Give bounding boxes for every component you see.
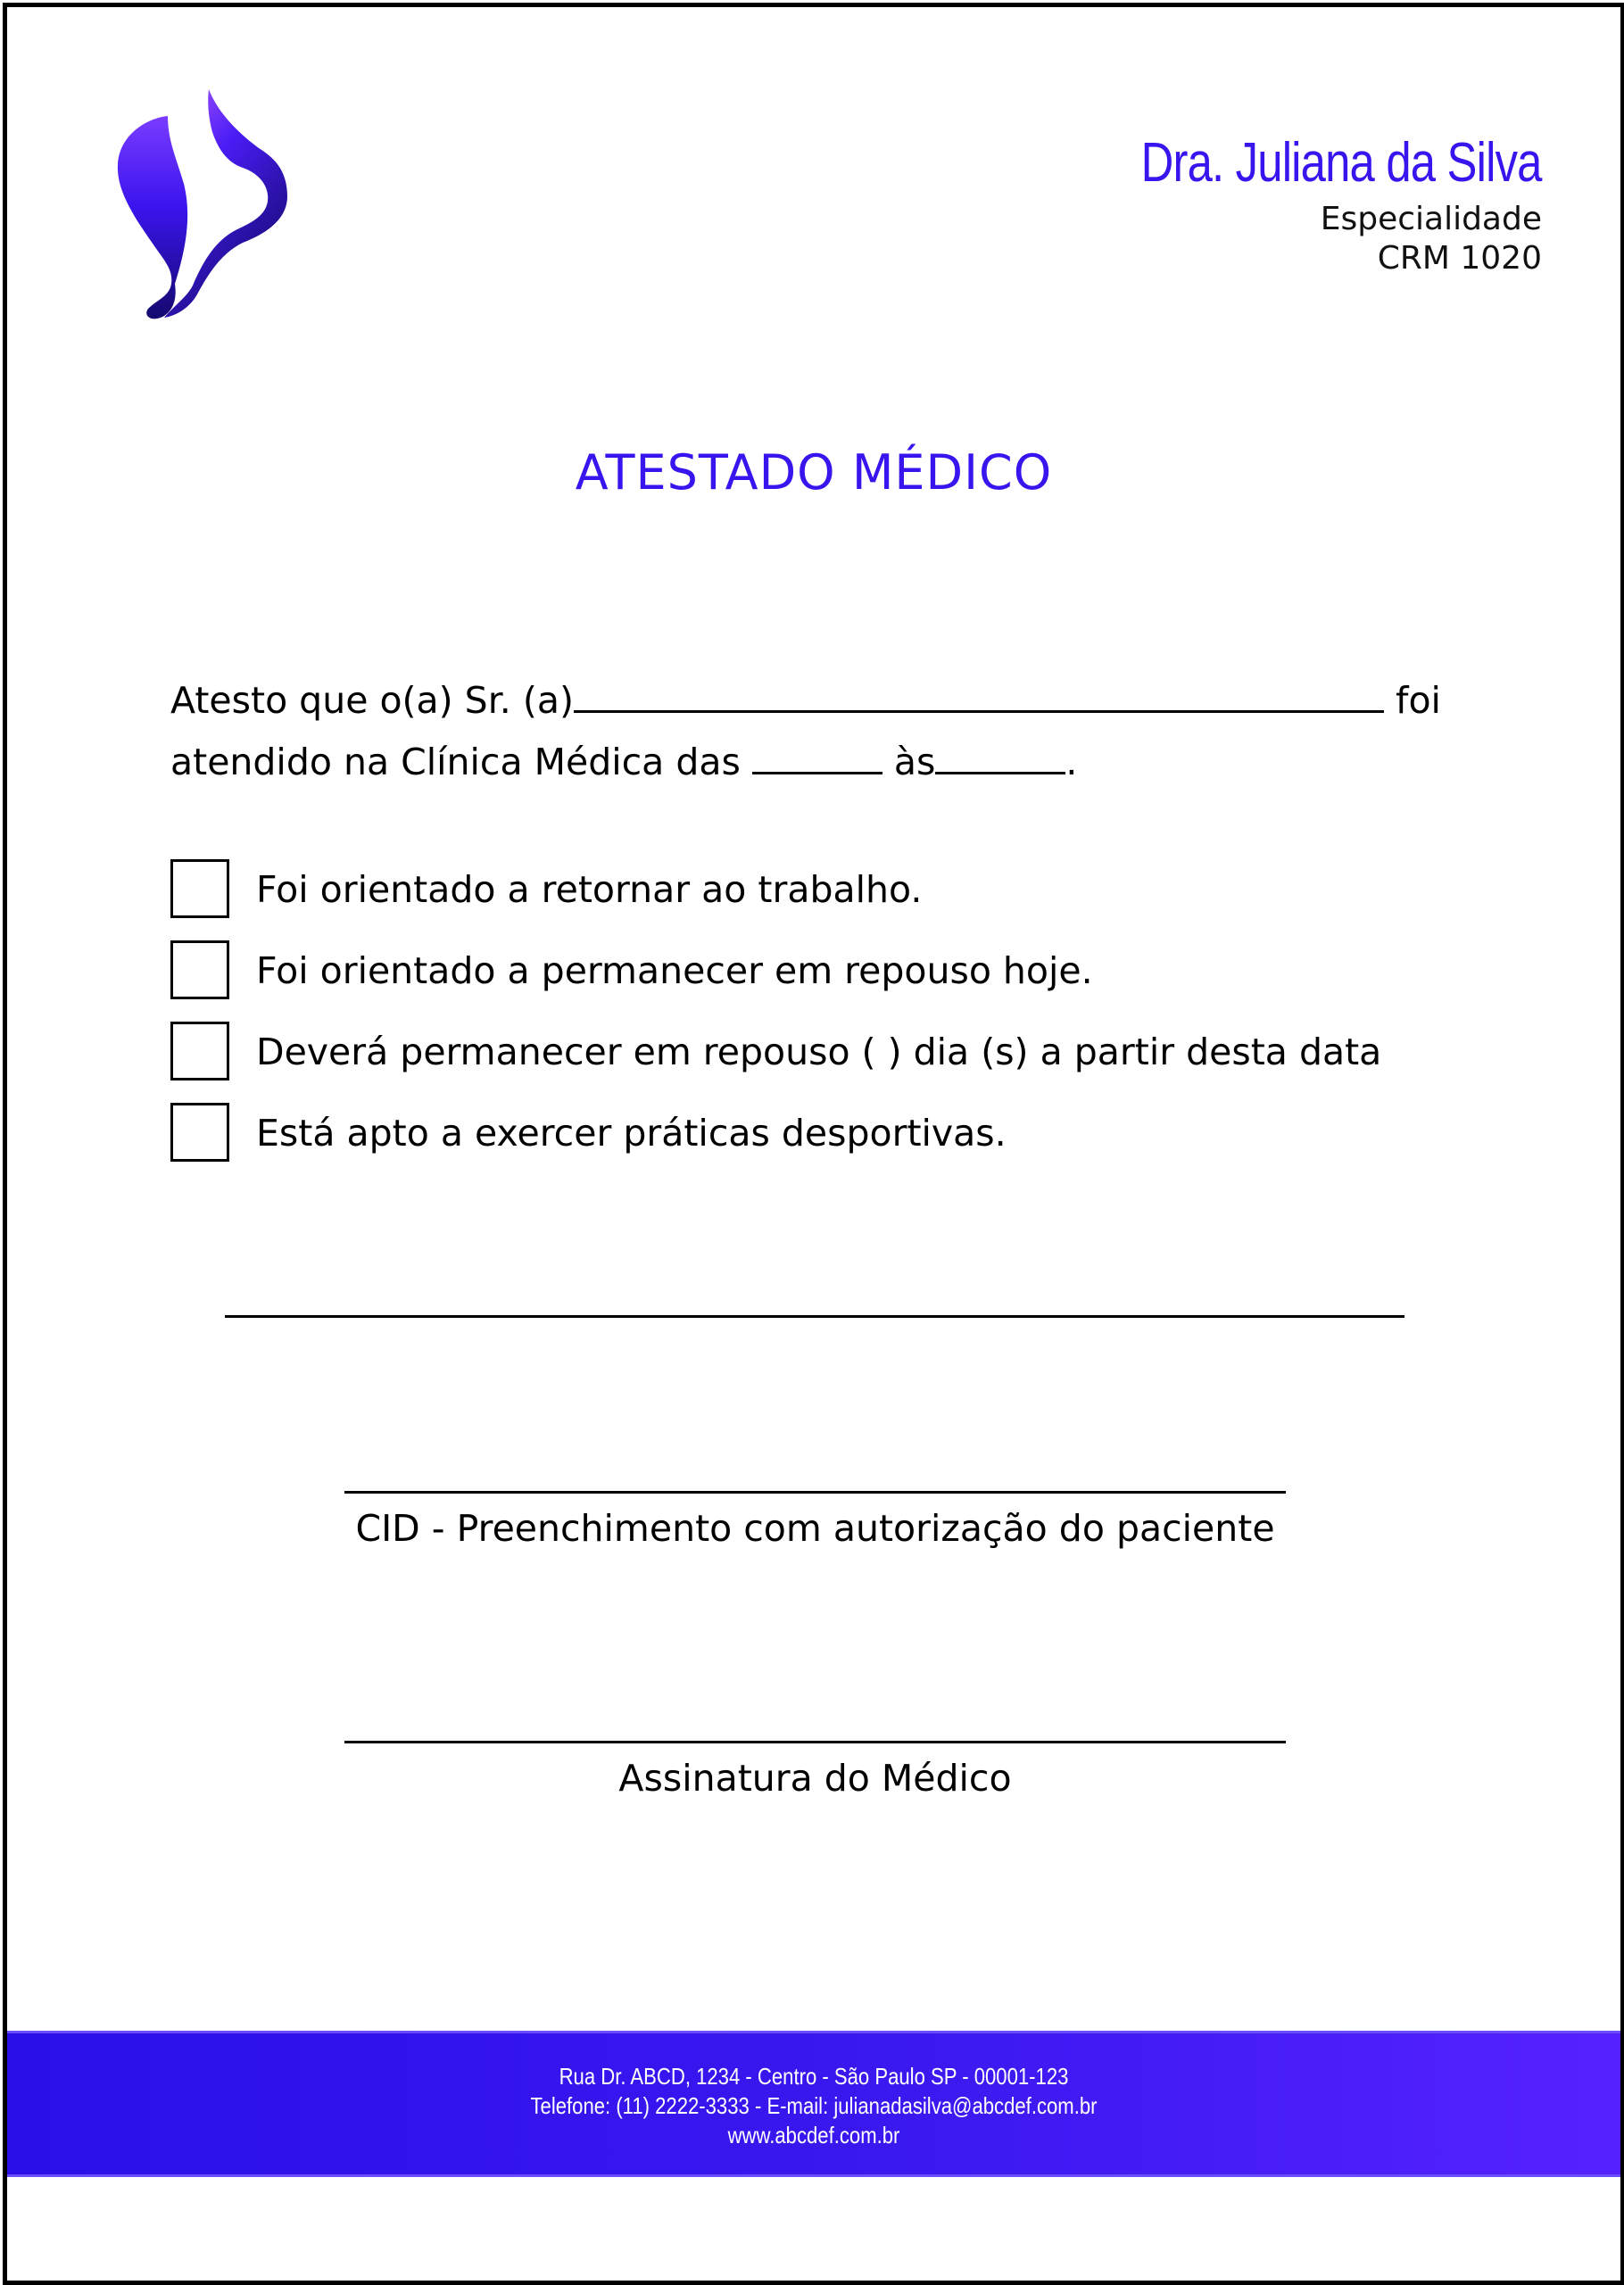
attend-prefix: atendido na Clínica Médica das [170,741,752,783]
attestation-line-1 [170,667,1473,729]
foot-logo-icon [112,86,318,335]
cid-line[interactable] [344,1491,1286,1494]
footer-website: www.abcdef.com.br [727,2122,900,2148]
option-label: Foi orientado a permanecer em repouso hoje. [256,949,1093,992]
document-page [3,3,1624,2285]
cid-label: CID - Preenchimento com autorização do paciente [355,1507,1275,1550]
footer-contact: Telefone: (11) 2222-3333 - E-mail: julianadasilva@abcdef.com.br [530,2092,1098,2119]
end-time-field[interactable] [935,729,1065,774]
attestation-text [170,667,1473,791]
checkbox[interactable] [170,1022,229,1080]
doctor-specialty: Especialidade [1320,201,1542,237]
attest-suffix: foi [1383,679,1441,722]
checkbox[interactable] [170,859,229,918]
attend-suffix: . [1065,741,1078,783]
checkbox[interactable] [170,1103,229,1162]
page-title: ATESTADO MÉDICO [575,444,1053,501]
patient-name-field[interactable] [574,667,1384,713]
footer-bar [7,2031,1620,2177]
checkbox[interactable] [170,940,229,999]
attest-prefix: Atesto que o(a) Sr. (a) [170,679,574,722]
attestation-line-2 [170,729,1473,791]
signature-line[interactable] [344,1741,1286,1743]
footer-address: Rua Dr. ABCD, 1234 - Centro - São Paulo SP - 00001-123 [559,2063,1069,2090]
doctor-name: Dra. Juliana da Silva [1140,132,1542,194]
option-label: Foi orientado a retornar ao trabalho. [256,868,923,911]
attend-middle: às [882,741,936,783]
start-time-field[interactable] [752,729,882,774]
doctor-crm: CRM 1020 [1377,240,1542,277]
option-label: Deverá permanecer em repouso ( ) dia (s) a partir desta data [256,1031,1382,1073]
option-label: Está apto a exercer práticas desportivas. [256,1112,1007,1155]
notes-line[interactable] [225,1315,1404,1318]
signature-label: Assinatura do Médico [618,1757,1012,1800]
doctor-header [1053,132,1542,278]
